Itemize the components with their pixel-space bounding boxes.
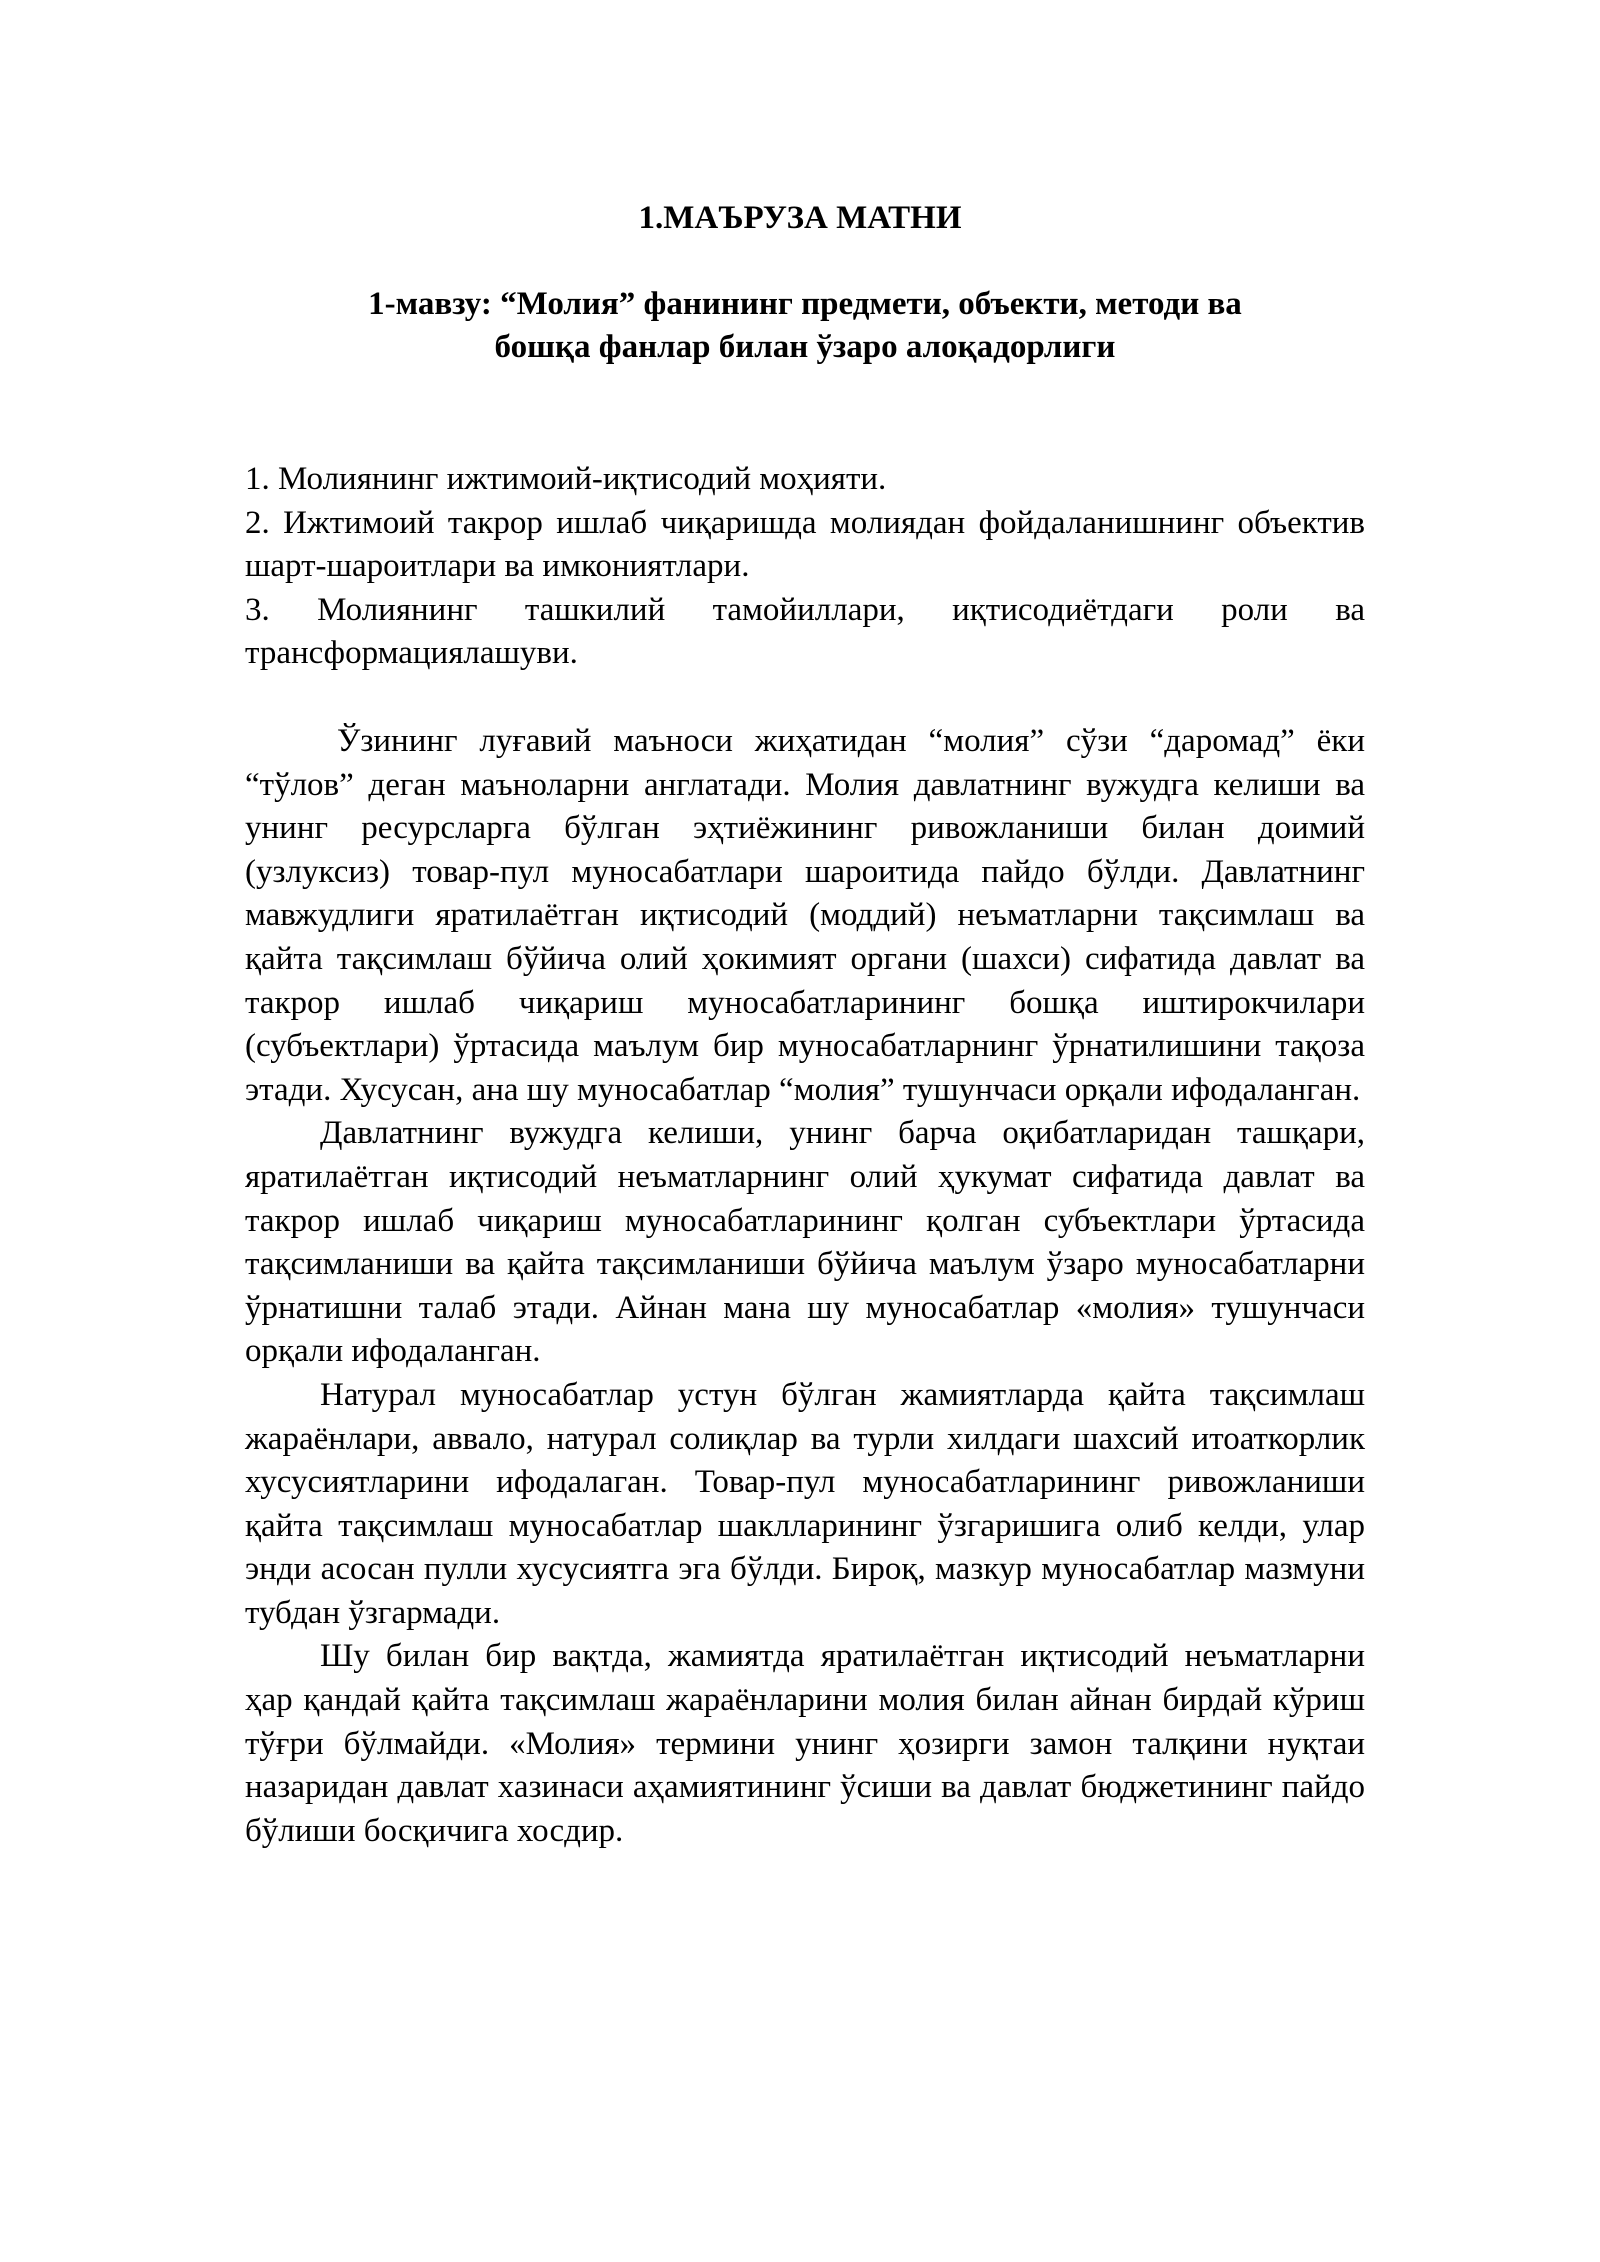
lecture-body (245, 720, 1365, 1853)
body-paragraph-2: Давлатнинг вужудга келиши, унинг барча оқибатларидан ташқари, яратилаётган иқтисодий неъматларнинг олий ҳукумат сифатида давлат ва такрор ишлаб чиқариш муносабатларининг қолган субъектлари ўртасида тақсимланиши ва қайта тақсимланиши бўйича маълум ўзаро муносабатларни ўрнатишни талаб этади. Айнан мана шу муносабатлар «молия» тушунчаси орқали ифодаланган. (245, 1115, 1365, 1370)
topic-heading (245, 283, 1365, 369)
topic-heading-line-2: бошқа фанлар билан ўзаро алоқадорлиги (494, 329, 1116, 365)
body-paragraph-1: Ўзининг луғавий маъноси жиҳатидан “молия” сўзи “даромад” ёки “тўлов” деган маъноларни англатади. Молия давлатнинг вужудга келиши ва унинг ресурсларга бўлган эҳтиёжининг ривожланиши билан доимий (узлуксиз) товар-пул муносабатлари шароитида пайдо бўлди. Давлатнинг мавжудлиги яратилаётган иқтисодий (моддий) неъматларни тақсимлаш ва қайта тақсимлаш бўйича олий ҳокимият органи (шахси) сифатида давлат ва такрор ишлаб чиқариш муносабатларининг бошқа иштирокчилари (субъектлари) ўртасида маълум бир муносабатларнинг ўрнатилишини тақоза этади. Хусусан, ана шу муносабатлар “молия” тушунчаси орқали ифодаланган. (245, 723, 1365, 1108)
body-paragraph-4: Шу билан бир вақтда, жамиятда яратилаётган иқтисодий неъматларни ҳар қандай қайта тақсимлаш жараёнларини молия билан айнан бирдай кўриш тўғри бўлмайди. «Молия» термини унинг ҳозирги замон талқини нуқтаи назаридан давлат хазинаси аҳамиятининг ўсиши ва давлат бюджетининг пайдо бўлиши босқичига хосдир. (245, 1638, 1365, 1849)
outline-item-3: 3. Молиянинг ташкилий тамойиллари, иқтисодиётдаги роли ва трансформациялашуви. (245, 591, 1365, 671)
outline-item-1: 1. Молиянинг ижтимоий-иқтисодий моҳияти. (245, 461, 887, 497)
outline-item-2: 2. Ижтимоий такрор ишлаб чиқаришда молиядан фойдаланишнинг объектив шарт-шароитлари ва имкониятлари. (245, 504, 1365, 584)
topic-outline-list (245, 458, 1365, 676)
page-title: 1.МАЪРУЗА МАТНИ (638, 200, 962, 236)
body-paragraph-3: Натурал муносабатлар устун бўлган жамиятларда қайта тақсимлаш жараёнлари, аввало, натурал солиқлар ва турли хилдаги шахсий итоаткорлик хусусиятларини ифодалаган. Товар-пул муносабатларининг ривожланиши қайта тақсимлаш муносабатлар шаклларининг ўзгаришига олиб келди, улар энди асосан пулли хусусиятга эга бўлди. Бироқ, мазкур муносабатлар мазмуни тубдан ўзгармади. (245, 1376, 1365, 1631)
topic-heading-line-1: 1-мавзу: “Молия” фанининг предмети, объекти, методи ва (368, 286, 1242, 322)
